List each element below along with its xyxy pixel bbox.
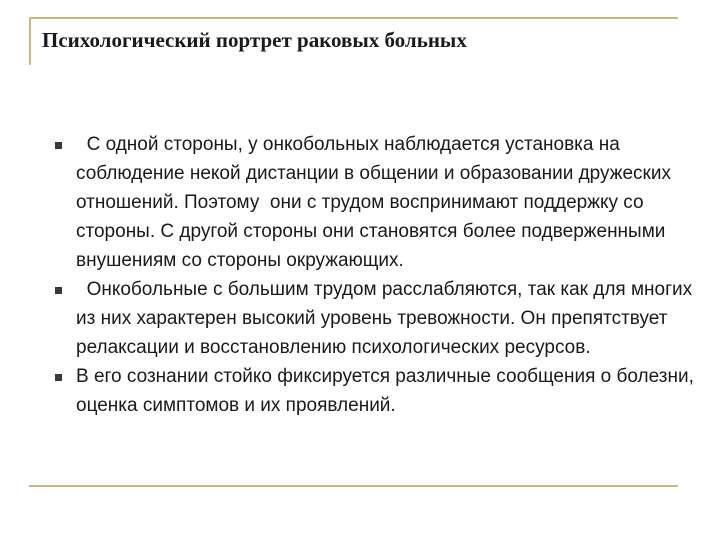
bullet-text: В его сознании стойко фиксируется различные сообщения о болезни, оценка симптомов и их проявлений. <box>76 366 700 416</box>
bottom-rule <box>29 485 678 487</box>
bullet-item <box>55 275 698 362</box>
title-left-rule <box>29 17 31 65</box>
square-bullet-icon <box>55 287 62 294</box>
title-top-rule <box>29 17 678 19</box>
square-bullet-icon <box>55 142 62 149</box>
bullet-item <box>55 362 700 420</box>
bullet-list <box>55 130 700 420</box>
bullet-item <box>55 130 695 275</box>
bullet-text: С одной стороны, у онкобольных наблюдается установка на соблюдение некой дистанции в общении и образовании дружеских отношений. Поэтому они с трудом воспринимают поддержку со стороны. С другой стороны они становятся более подверженными внушениям со стороны окружающих. <box>76 134 677 271</box>
square-bullet-icon <box>55 374 62 381</box>
bullet-text: Онкобольные с большим трудом расслабляются, так как для многих из них характерен высокий уровень тревожности. Он препятствует релаксации и восстановлению психологических ресурсов. <box>76 279 698 358</box>
slide-title: Психологический портрет раковых больных <box>42 28 467 52</box>
